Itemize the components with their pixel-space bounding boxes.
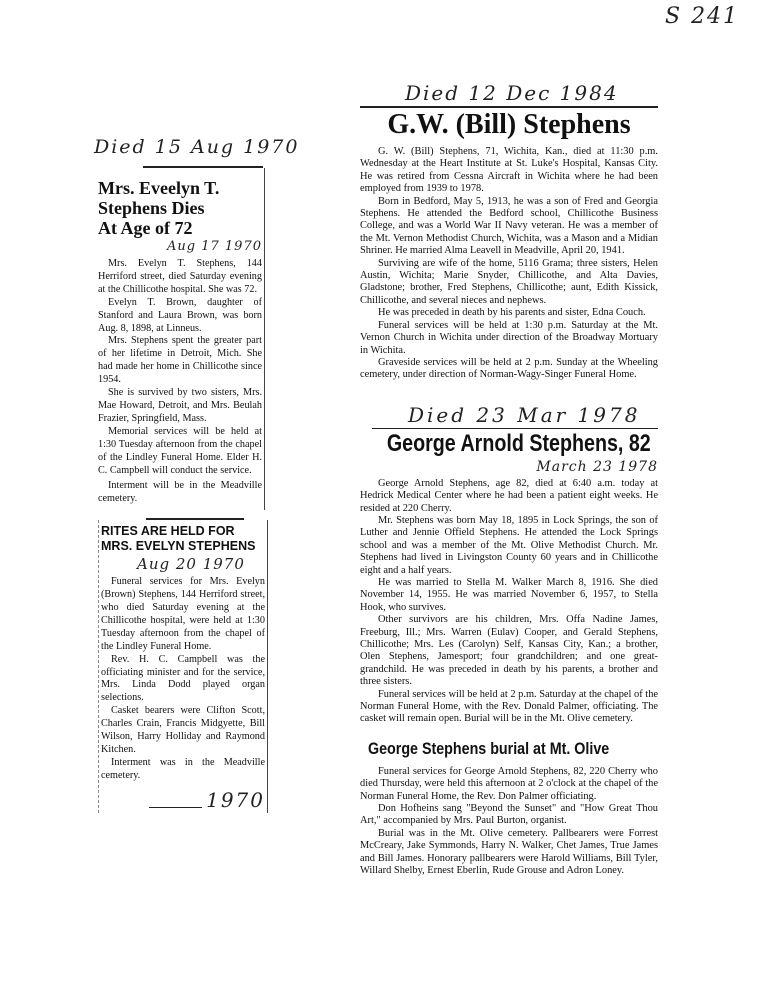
headline-line: MRS. EVELYN STEPHENS [101, 539, 256, 554]
article-body [360, 478, 658, 726]
paragraph: G. W. (Bill) Stephens, 71, Wichita, Kan., died at 11:30 p.m. Wednesday at the Heart Institute at St. Luke's Hospital, Kansas City. He was retired from Cessna Aircraft in Wichita where he had been employed from 1939 to 1978. [360, 146, 658, 195]
headline-line: At Age of 72 [98, 218, 193, 238]
right-column [360, 80, 658, 878]
article-body [360, 146, 658, 382]
headline-line: Mrs. Eveelyn T. [98, 178, 220, 198]
headline [101, 524, 265, 554]
article-body [101, 576, 265, 783]
article-body [98, 258, 262, 510]
handwritten-date: Died 15 Aug 1970 [94, 136, 300, 158]
clipping-evelyn-rites [98, 520, 268, 813]
paragraph: Casket bearers were Clifton Scott, Charles Crain, Francis Midgyette, Bill Wilson, Harry Holliday and Raymond Kitchen. [101, 705, 265, 755]
paragraph: Funeral services will be held at 1:30 p.m. Saturday at the Mt. Vernon Church in Wichita under direction of the Broadway Mortuary in Wichita. [360, 319, 658, 356]
handwritten-date: Died 12 Dec 1984 [405, 81, 619, 105]
handwritten-note: March 23 1978 [536, 458, 658, 475]
paragraph: George Arnold Stephens, age 82, died at 6:40 a.m. today at Hedrick Medical Center where he had been a patient eight weeks. He resided at 220 Cherry. [360, 477, 658, 514]
paragraph: Born in Bedford, May 5, 1913, he was a son of Fred and Georgia Stephens. He attended the Bedford school, Chillicothe Business College, and was a World War II Navy veteran. He was a member of the Mt. Vernon Methodist Church, Wichita, was a Mason and a Midian Shriner. He married Alma Leavell in Meadville, April 20, 1941. [360, 195, 658, 257]
clipping-gw-bill [360, 108, 658, 382]
paragraph: Mrs. Stephens spent the greater part of her lifetime in Detroit, Mich. She had made her home in Chillicothe since 1954. [98, 335, 262, 386]
headline: G.W. (Bill) Stephens [387, 109, 631, 140]
paragraph: She is survived by two sisters, Mrs. Mae Howard, Detroit, and Mrs. Beulah Frazier, Springfield, Mass. [98, 387, 262, 424]
paragraph: Interment will be in the Meadville cemetery. [98, 480, 262, 505]
paragraph: Other survivors are his children, Mrs. Offa Nadine James, Freeburg, Ill.; Mrs. Warren (Eulav) Cooper, and Gerald Stephens, Chillicothe; Mrs. Les (Carolyn) Self, Kansas City, Kan.; a brother, Olen Stephens, Jamesport; four grandchildren; and one great-grandchild. He was preceded in death by his parents, a brother and three sisters. [360, 614, 658, 688]
paragraph: Funeral services for George Arnold Stephens, 82, 220 Cherry who died Thursday, were held this afternoon at 2 o'clock at the chapel of the Norman Funeral Home, the Rev. Don Palmer officiating. [360, 765, 658, 802]
paragraph: Mrs. Evelyn T. Stephens, 144 Herriford street, died Saturday evening at the Chillicothe hospital. She was 72. [98, 258, 262, 295]
handwritten-note: Aug 17 1970 [167, 239, 262, 254]
signature-row [101, 787, 265, 813]
headline: George Arnold Stephens, 82 [386, 429, 651, 457]
headline-line: RITES ARE HELD FOR [101, 524, 235, 539]
clipping-evelyn-death [98, 168, 265, 510]
clipping-george-burial [360, 738, 658, 878]
headline [98, 178, 262, 238]
paragraph: Funeral services will be held at 2 p.m. Saturday at the chapel of the Norman Funeral Home, with the Rev. Donald Palmer, officiating. The casket will remain open. Burial will be in the Mt. Olive cemetery. [360, 688, 658, 725]
headline-line: Stephens Dies [98, 198, 205, 218]
paragraph: Interment was in the Meadville cemetery. [101, 756, 265, 781]
headline: George Stephens burial at Mt. Olive [368, 738, 610, 758]
paragraph: Graveside services will be held at 2 p.m. Sunday at the Wheeling cemetery, under direction of Norman-Wagy-Singer Funeral Home. [360, 356, 658, 381]
paragraph: He was married to Stella M. Walker March 8, 1916. She died November 14, 1955. He was married November 6, 1957, to Stella Hook, who survives. [360, 576, 658, 613]
paragraph: He was preceded in death by his parents and sister, Edna Couch. [378, 307, 646, 319]
article-body [360, 766, 658, 878]
handwritten-note: Aug 20 1970 [137, 555, 245, 574]
paragraph: Surviving are wife of the home, 5116 Grama; three sisters, Helen Austin, Wichita; Marie Snyder, Chillicothe, and Alta Davies, Gladstone; brother, Fred Stephens, Chillicothe; aunt, Edith Kissick, Chillicothe, and several nieces and nephews. [360, 257, 658, 306]
left-column [94, 134, 300, 813]
handwritten-date: Died 23 Mar 1978 [408, 402, 641, 427]
paragraph: Burial was in the Mt. Olive cemetery. Pallbearers were Forrest McCreary, Jake Symmonds, Harry N. Walker, Chet James, True James and Bill James. Honorary pallbearers were Harold Williams, Bill Tyler, Willard Shelby, Ernest Eberlin, Rude Grouse and Adron Loney. [360, 827, 658, 877]
clipping-george-arnold [360, 429, 658, 726]
paragraph: Memorial services will be held at 1:30 Tuesday afternoon from the chapel of the Lindley Funeral Home. Elder H. C. Campbell will conduct the service. [98, 425, 262, 476]
divider [149, 807, 202, 808]
handwritten-year: 1970 [206, 787, 265, 812]
paragraph: Funeral services for Mrs. Evelyn (Brown) Stephens, 144 Herriford street, who died Saturday evening at the Chillicothe hospital, were held at 1:30 Tuesday afternoon from the chapel of the Lindley Funeral Home. [101, 576, 265, 652]
page-number: S 241 [665, 4, 740, 29]
paragraph: Mr. Stephens was born May 18, 1895 in Lock Springs, the son of Luther and Jennie Offield Stephens. He attended the Lock Springs school and was a member of the Mt. Olive Methodist Church. Mr. Stephens had lived in Livingston County 60 years and in Chillicothe eight and a half years. [360, 514, 658, 576]
paragraph: Rev. H. C. Campbell was the officiating minister and for the service, Mrs. Linda Dodd played organ selections. [101, 653, 265, 704]
paragraph: Don Hofheins sang "Beyond the Sunset" and "How Great Thou Art," accompanied by Mrs. Paul Burton, organist. [360, 803, 658, 827]
paragraph: Evelyn T. Brown, daughter of Stanford and Laura Brown, was born Aug. 8, 1898, at Linneus. [98, 296, 262, 334]
